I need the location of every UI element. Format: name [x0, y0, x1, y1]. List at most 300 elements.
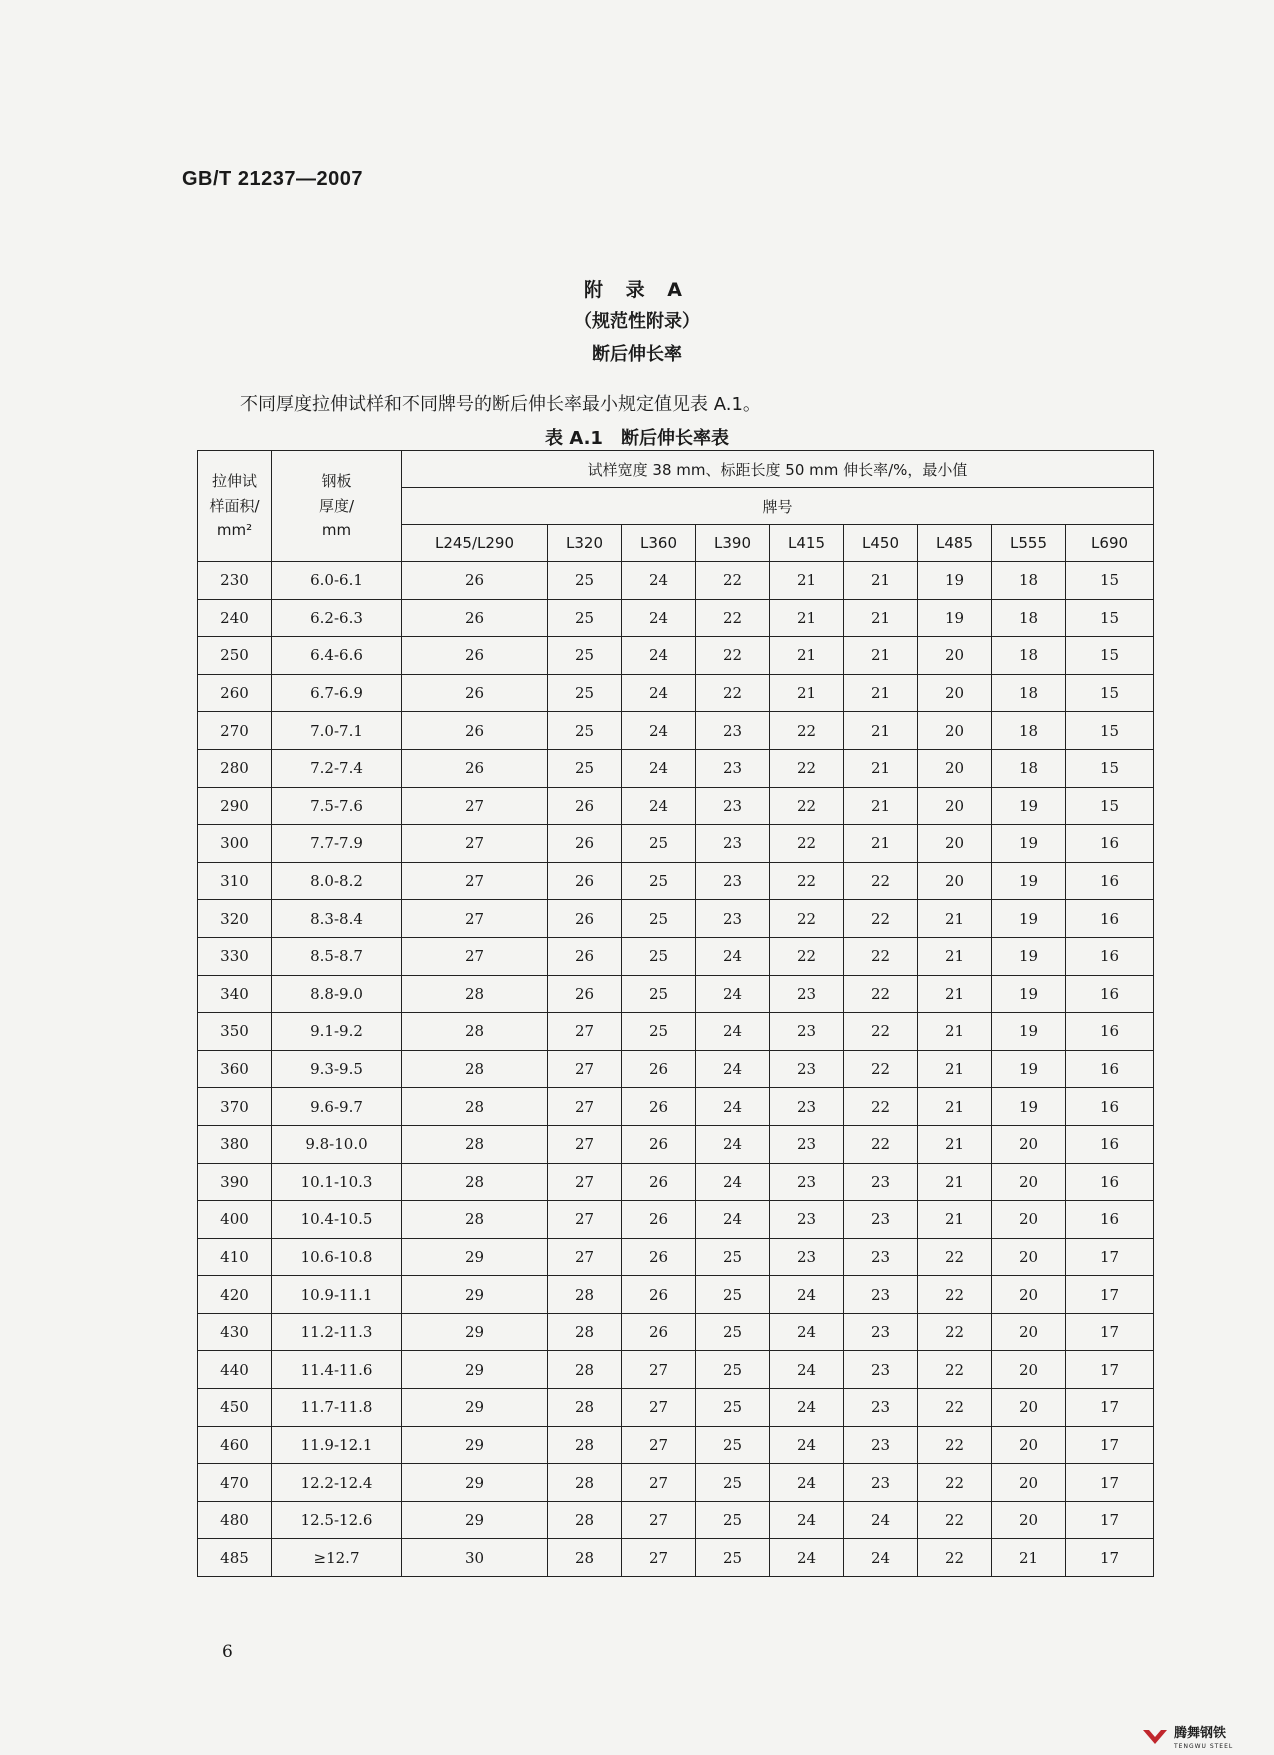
cell-elongation: 17	[1066, 1464, 1154, 1502]
cell-elongation: 27	[622, 1464, 696, 1502]
cell-elongation: 25	[548, 562, 622, 600]
cell-area: 300	[198, 825, 272, 863]
cell-elongation: 28	[402, 975, 548, 1013]
logo-icon	[1142, 1726, 1168, 1746]
cell-elongation: 19	[918, 599, 992, 637]
elongation-table	[197, 450, 1154, 1577]
cell-elongation: 28	[402, 1050, 548, 1088]
cell-elongation: 24	[770, 1313, 844, 1351]
cell-thickness: 7.0-7.1	[272, 712, 402, 750]
cell-elongation: 18	[992, 749, 1066, 787]
grade-l690: L690	[1066, 525, 1154, 562]
logo-text: 腾舞钢铁	[1174, 1726, 1227, 1741]
cell-elongation: 20	[992, 1464, 1066, 1502]
cell-elongation: 29	[402, 1238, 548, 1276]
cell-elongation: 17	[1066, 1539, 1154, 1577]
cell-elongation: 27	[622, 1351, 696, 1389]
table-row	[198, 1351, 1154, 1389]
cell-elongation: 23	[770, 975, 844, 1013]
cell-elongation: 22	[770, 749, 844, 787]
cell-elongation: 16	[1066, 825, 1154, 863]
cell-elongation: 22	[844, 1050, 918, 1088]
cell-elongation: 27	[622, 1389, 696, 1427]
cell-elongation: 22	[696, 674, 770, 712]
cell-area: 390	[198, 1163, 272, 1201]
cell-thickness: 11.9-12.1	[272, 1426, 402, 1464]
cell-elongation: 19	[918, 562, 992, 600]
cell-elongation: 22	[918, 1389, 992, 1427]
cell-elongation: 24	[696, 1125, 770, 1163]
cell-elongation: 26	[402, 674, 548, 712]
grade-header: 牌号	[402, 488, 1154, 525]
cell-elongation: 24	[770, 1426, 844, 1464]
cell-elongation: 16	[1066, 1163, 1154, 1201]
cell-elongation: 26	[548, 787, 622, 825]
cell-elongation: 15	[1066, 787, 1154, 825]
cell-elongation: 25	[622, 1013, 696, 1051]
cell-elongation: 24	[696, 1201, 770, 1239]
cell-elongation: 18	[992, 712, 1066, 750]
cell-elongation: 26	[402, 712, 548, 750]
table-row	[198, 825, 1154, 863]
cell-elongation: 24	[622, 637, 696, 675]
cell-elongation: 19	[992, 975, 1066, 1013]
table-row	[198, 1163, 1154, 1201]
cell-thickness: 9.8-10.0	[272, 1125, 402, 1163]
cell-elongation: 26	[548, 862, 622, 900]
cell-elongation: 16	[1066, 1201, 1154, 1239]
cell-elongation: 22	[918, 1276, 992, 1314]
cell-elongation: 28	[402, 1163, 548, 1201]
cell-elongation: 21	[770, 599, 844, 637]
cell-elongation: 21	[844, 599, 918, 637]
cell-elongation: 26	[622, 1238, 696, 1276]
cell-elongation: 24	[622, 562, 696, 600]
cell-elongation: 16	[1066, 900, 1154, 938]
cell-elongation: 27	[402, 862, 548, 900]
grade-l450: L450	[844, 525, 918, 562]
cell-elongation: 19	[992, 1013, 1066, 1051]
cell-area: 370	[198, 1088, 272, 1126]
cell-elongation: 26	[548, 937, 622, 975]
cell-elongation: 25	[548, 674, 622, 712]
table-row	[198, 1238, 1154, 1276]
grade-l245-l290: L245/L290	[402, 525, 548, 562]
cell-elongation: 17	[1066, 1313, 1154, 1351]
cell-elongation: 19	[992, 900, 1066, 938]
cell-elongation: 17	[1066, 1238, 1154, 1276]
cell-area: 360	[198, 1050, 272, 1088]
cell-elongation: 26	[548, 900, 622, 938]
cell-elongation: 24	[770, 1501, 844, 1539]
table-row	[198, 1201, 1154, 1239]
cell-elongation: 19	[992, 825, 1066, 863]
cell-elongation: 21	[918, 937, 992, 975]
grade-l555: L555	[992, 525, 1066, 562]
cell-elongation: 28	[548, 1351, 622, 1389]
cell-elongation: 26	[622, 1050, 696, 1088]
cell-elongation: 23	[770, 1201, 844, 1239]
cell-thickness: 10.1-10.3	[272, 1163, 402, 1201]
cell-elongation: 25	[548, 637, 622, 675]
cell-thickness: 8.3-8.4	[272, 900, 402, 938]
cell-elongation: 21	[770, 637, 844, 675]
cell-elongation: 25	[622, 900, 696, 938]
cell-elongation: 20	[992, 1313, 1066, 1351]
cell-elongation: 16	[1066, 1088, 1154, 1126]
cell-elongation: 23	[770, 1238, 844, 1276]
table-caption: 表 A.1 断后伸长率表	[545, 428, 729, 449]
cell-elongation: 21	[918, 1013, 992, 1051]
cell-elongation: 21	[844, 749, 918, 787]
cell-elongation: 24	[844, 1501, 918, 1539]
cell-area: 470	[198, 1464, 272, 1502]
cell-elongation: 15	[1066, 562, 1154, 600]
cell-elongation: 23	[770, 1088, 844, 1126]
cell-thickness: 8.0-8.2	[272, 862, 402, 900]
cell-elongation: 25	[622, 937, 696, 975]
table-row	[198, 1501, 1154, 1539]
cell-area: 430	[198, 1313, 272, 1351]
logo-subtext: TENGWU STEEL	[1174, 1743, 1234, 1750]
cell-elongation: 26	[622, 1313, 696, 1351]
cell-thickness: 6.4-6.6	[272, 637, 402, 675]
cell-elongation: 20	[992, 1163, 1066, 1201]
cell-area: 340	[198, 975, 272, 1013]
cell-elongation: 20	[992, 1238, 1066, 1276]
cell-thickness: 6.7-6.9	[272, 674, 402, 712]
cell-elongation: 23	[844, 1464, 918, 1502]
cell-elongation: 26	[402, 562, 548, 600]
cell-elongation: 22	[918, 1501, 992, 1539]
cell-elongation: 22	[770, 900, 844, 938]
cell-elongation: 27	[622, 1539, 696, 1577]
cell-thickness: 9.6-9.7	[272, 1088, 402, 1126]
cell-elongation: 29	[402, 1464, 548, 1502]
cell-thickness: 7.5-7.6	[272, 787, 402, 825]
cell-elongation: 26	[402, 637, 548, 675]
cell-elongation: 22	[918, 1464, 992, 1502]
cell-elongation: 25	[622, 862, 696, 900]
table-row	[198, 1389, 1154, 1427]
cell-elongation: 27	[402, 825, 548, 863]
cell-elongation: 27	[402, 900, 548, 938]
cell-area: 310	[198, 862, 272, 900]
cell-elongation: 20	[992, 1201, 1066, 1239]
cell-elongation: 25	[622, 975, 696, 1013]
cell-area: 440	[198, 1351, 272, 1389]
cell-elongation: 23	[696, 787, 770, 825]
cell-thickness: 12.2-12.4	[272, 1464, 402, 1502]
cell-thickness: ≥12.7	[272, 1539, 402, 1577]
cell-elongation: 20	[992, 1389, 1066, 1427]
cell-elongation: 23	[844, 1389, 918, 1427]
cell-elongation: 25	[622, 825, 696, 863]
cell-elongation: 19	[992, 787, 1066, 825]
col-header-area: 拉伸试 样面积/ mm²	[198, 451, 272, 562]
cell-elongation: 29	[402, 1389, 548, 1427]
cell-elongation: 22	[770, 712, 844, 750]
cell-elongation: 25	[696, 1539, 770, 1577]
cell-elongation: 23	[770, 1013, 844, 1051]
cell-area: 230	[198, 562, 272, 600]
cell-elongation: 23	[770, 1050, 844, 1088]
col-header-thickness: 钢板 厚度/ mm	[272, 451, 402, 562]
cell-elongation: 25	[696, 1351, 770, 1389]
cell-elongation: 28	[402, 1201, 548, 1239]
grade-l320: L320	[548, 525, 622, 562]
cell-elongation: 21	[918, 1050, 992, 1088]
cell-elongation: 29	[402, 1426, 548, 1464]
cell-elongation: 24	[696, 1050, 770, 1088]
cell-elongation: 20	[918, 674, 992, 712]
cell-elongation: 24	[696, 1013, 770, 1051]
cell-elongation: 23	[844, 1351, 918, 1389]
cell-elongation: 27	[622, 1426, 696, 1464]
standard-number: GB/T 21237—2007	[182, 168, 363, 190]
table-row	[198, 1050, 1154, 1088]
cell-elongation: 19	[992, 937, 1066, 975]
table-row	[198, 562, 1154, 600]
cell-elongation: 25	[548, 749, 622, 787]
cell-elongation: 26	[622, 1163, 696, 1201]
cell-elongation: 22	[844, 937, 918, 975]
cell-thickness: 8.8-9.0	[272, 975, 402, 1013]
cell-elongation: 20	[992, 1351, 1066, 1389]
cell-elongation: 17	[1066, 1426, 1154, 1464]
cell-area: 320	[198, 900, 272, 938]
cell-elongation: 28	[548, 1389, 622, 1427]
intro-paragraph: 不同厚度拉伸试样和不同牌号的断后伸长率最小规定值见表 A.1。	[240, 394, 761, 415]
cell-elongation: 28	[548, 1539, 622, 1577]
cell-thickness: 9.1-9.2	[272, 1013, 402, 1051]
cell-thickness: 10.6-10.8	[272, 1238, 402, 1276]
cell-elongation: 22	[844, 975, 918, 1013]
cell-elongation: 22	[696, 599, 770, 637]
table-row	[198, 599, 1154, 637]
cell-elongation: 22	[918, 1313, 992, 1351]
cell-elongation: 25	[696, 1501, 770, 1539]
cell-elongation: 16	[1066, 1050, 1154, 1088]
grade-l415: L415	[770, 525, 844, 562]
cell-elongation: 17	[1066, 1501, 1154, 1539]
cell-elongation: 21	[770, 674, 844, 712]
group-header: 试样宽度 38 mm、标距长度 50 mm 伸长率/%，最小值	[402, 451, 1154, 488]
cell-elongation: 16	[1066, 975, 1154, 1013]
cell-elongation: 15	[1066, 712, 1154, 750]
cell-elongation: 24	[770, 1389, 844, 1427]
cell-elongation: 23	[844, 1276, 918, 1314]
cell-elongation: 22	[918, 1238, 992, 1276]
table-row	[198, 937, 1154, 975]
table-row	[198, 1539, 1154, 1577]
cell-elongation: 27	[548, 1238, 622, 1276]
cell-elongation: 21	[918, 900, 992, 938]
cell-elongation: 22	[918, 1539, 992, 1577]
cell-elongation: 19	[992, 862, 1066, 900]
cell-elongation: 27	[548, 1125, 622, 1163]
cell-elongation: 17	[1066, 1351, 1154, 1389]
cell-elongation: 22	[770, 787, 844, 825]
cell-elongation: 22	[844, 1125, 918, 1163]
cell-elongation: 28	[548, 1501, 622, 1539]
cell-elongation: 15	[1066, 599, 1154, 637]
cell-elongation: 21	[844, 562, 918, 600]
table-row	[198, 1276, 1154, 1314]
cell-elongation: 22	[918, 1426, 992, 1464]
cell-elongation: 20	[918, 862, 992, 900]
cell-area: 250	[198, 637, 272, 675]
cell-thickness: 9.3-9.5	[272, 1050, 402, 1088]
cell-elongation: 28	[402, 1013, 548, 1051]
cell-elongation: 21	[770, 562, 844, 600]
cell-elongation: 21	[918, 1201, 992, 1239]
cell-elongation: 30	[402, 1539, 548, 1577]
cell-elongation: 26	[548, 825, 622, 863]
cell-elongation: 23	[770, 1125, 844, 1163]
cell-area: 270	[198, 712, 272, 750]
cell-elongation: 27	[548, 1013, 622, 1051]
cell-elongation: 28	[548, 1426, 622, 1464]
cell-elongation: 22	[844, 1013, 918, 1051]
cell-elongation: 23	[696, 749, 770, 787]
grade-l390: L390	[696, 525, 770, 562]
cell-elongation: 23	[696, 862, 770, 900]
cell-elongation: 24	[696, 1163, 770, 1201]
cell-thickness: 11.2-11.3	[272, 1313, 402, 1351]
cell-elongation: 24	[622, 749, 696, 787]
cell-elongation: 25	[696, 1238, 770, 1276]
cell-elongation: 16	[1066, 937, 1154, 975]
cell-elongation: 28	[548, 1313, 622, 1351]
cell-thickness: 10.4-10.5	[272, 1201, 402, 1239]
cell-elongation: 27	[548, 1088, 622, 1126]
cell-thickness: 7.2-7.4	[272, 749, 402, 787]
cell-elongation: 26	[622, 1125, 696, 1163]
cell-elongation: 21	[844, 825, 918, 863]
cell-elongation: 16	[1066, 1013, 1154, 1051]
appendix-title: 附 录 A	[584, 279, 690, 301]
cell-elongation: 22	[696, 637, 770, 675]
cell-elongation: 25	[696, 1276, 770, 1314]
table-row	[198, 674, 1154, 712]
cell-elongation: 24	[696, 937, 770, 975]
cell-elongation: 23	[696, 825, 770, 863]
cell-area: 280	[198, 749, 272, 787]
cell-elongation: 25	[696, 1426, 770, 1464]
cell-elongation: 25	[696, 1313, 770, 1351]
cell-elongation: 20	[918, 712, 992, 750]
table-row	[198, 712, 1154, 750]
cell-elongation: 27	[548, 1201, 622, 1239]
cell-elongation: 22	[844, 862, 918, 900]
table-row	[198, 1013, 1154, 1051]
cell-elongation: 20	[918, 749, 992, 787]
cell-elongation: 26	[402, 599, 548, 637]
cell-elongation: 26	[548, 975, 622, 1013]
cell-elongation: 20	[992, 1276, 1066, 1314]
cell-elongation: 28	[548, 1276, 622, 1314]
cell-area: 485	[198, 1539, 272, 1577]
cell-elongation: 15	[1066, 637, 1154, 675]
cell-elongation: 21	[918, 975, 992, 1013]
table-row	[198, 1088, 1154, 1126]
cell-area: 450	[198, 1389, 272, 1427]
cell-elongation: 20	[992, 1125, 1066, 1163]
cell-elongation: 27	[548, 1050, 622, 1088]
cell-area: 410	[198, 1238, 272, 1276]
cell-elongation: 22	[770, 825, 844, 863]
cell-elongation: 24	[696, 1088, 770, 1126]
table-row	[198, 1313, 1154, 1351]
cell-elongation: 23	[844, 1238, 918, 1276]
cell-elongation: 24	[770, 1276, 844, 1314]
cell-thickness: 7.7-7.9	[272, 825, 402, 863]
cell-area: 420	[198, 1276, 272, 1314]
appendix-subtitle: （规范性附录）	[574, 311, 700, 332]
cell-elongation: 27	[402, 937, 548, 975]
cell-thickness: 11.7-11.8	[272, 1389, 402, 1427]
cell-elongation: 29	[402, 1351, 548, 1389]
cell-elongation: 22	[770, 862, 844, 900]
table-row	[198, 1125, 1154, 1163]
cell-elongation: 21	[992, 1539, 1066, 1577]
cell-elongation: 23	[770, 1163, 844, 1201]
cell-elongation: 26	[622, 1088, 696, 1126]
cell-elongation: 23	[844, 1313, 918, 1351]
cell-thickness: 10.9-11.1	[272, 1276, 402, 1314]
cell-elongation: 29	[402, 1276, 548, 1314]
cell-elongation: 28	[402, 1125, 548, 1163]
cell-elongation: 24	[622, 712, 696, 750]
table-row	[198, 637, 1154, 675]
cell-elongation: 15	[1066, 674, 1154, 712]
page-number: 6	[222, 1642, 233, 1662]
cell-elongation: 21	[844, 674, 918, 712]
cell-elongation: 21	[918, 1163, 992, 1201]
cell-area: 240	[198, 599, 272, 637]
cell-elongation: 17	[1066, 1276, 1154, 1314]
cell-elongation: 22	[844, 1088, 918, 1126]
cell-area: 380	[198, 1125, 272, 1163]
cell-elongation: 22	[770, 937, 844, 975]
cell-elongation: 26	[622, 1201, 696, 1239]
grade-l485: L485	[918, 525, 992, 562]
cell-elongation: 22	[918, 1351, 992, 1389]
cell-elongation: 20	[992, 1426, 1066, 1464]
cell-elongation: 24	[770, 1464, 844, 1502]
grade-l360: L360	[622, 525, 696, 562]
cell-elongation: 25	[696, 1389, 770, 1427]
cell-area: 260	[198, 674, 272, 712]
cell-elongation: 20	[918, 825, 992, 863]
cell-thickness: 6.2-6.3	[272, 599, 402, 637]
cell-elongation: 21	[844, 712, 918, 750]
cell-elongation: 29	[402, 1501, 548, 1539]
cell-elongation: 28	[548, 1464, 622, 1502]
cell-elongation: 21	[918, 1088, 992, 1126]
cell-elongation: 27	[622, 1501, 696, 1539]
cell-elongation: 19	[992, 1050, 1066, 1088]
cell-elongation: 28	[402, 1088, 548, 1126]
table-row	[198, 749, 1154, 787]
cell-thickness: 8.5-8.7	[272, 937, 402, 975]
cell-elongation: 20	[918, 787, 992, 825]
cell-elongation: 23	[844, 1426, 918, 1464]
cell-thickness: 6.0-6.1	[272, 562, 402, 600]
cell-area: 400	[198, 1201, 272, 1239]
cell-elongation: 23	[696, 900, 770, 938]
